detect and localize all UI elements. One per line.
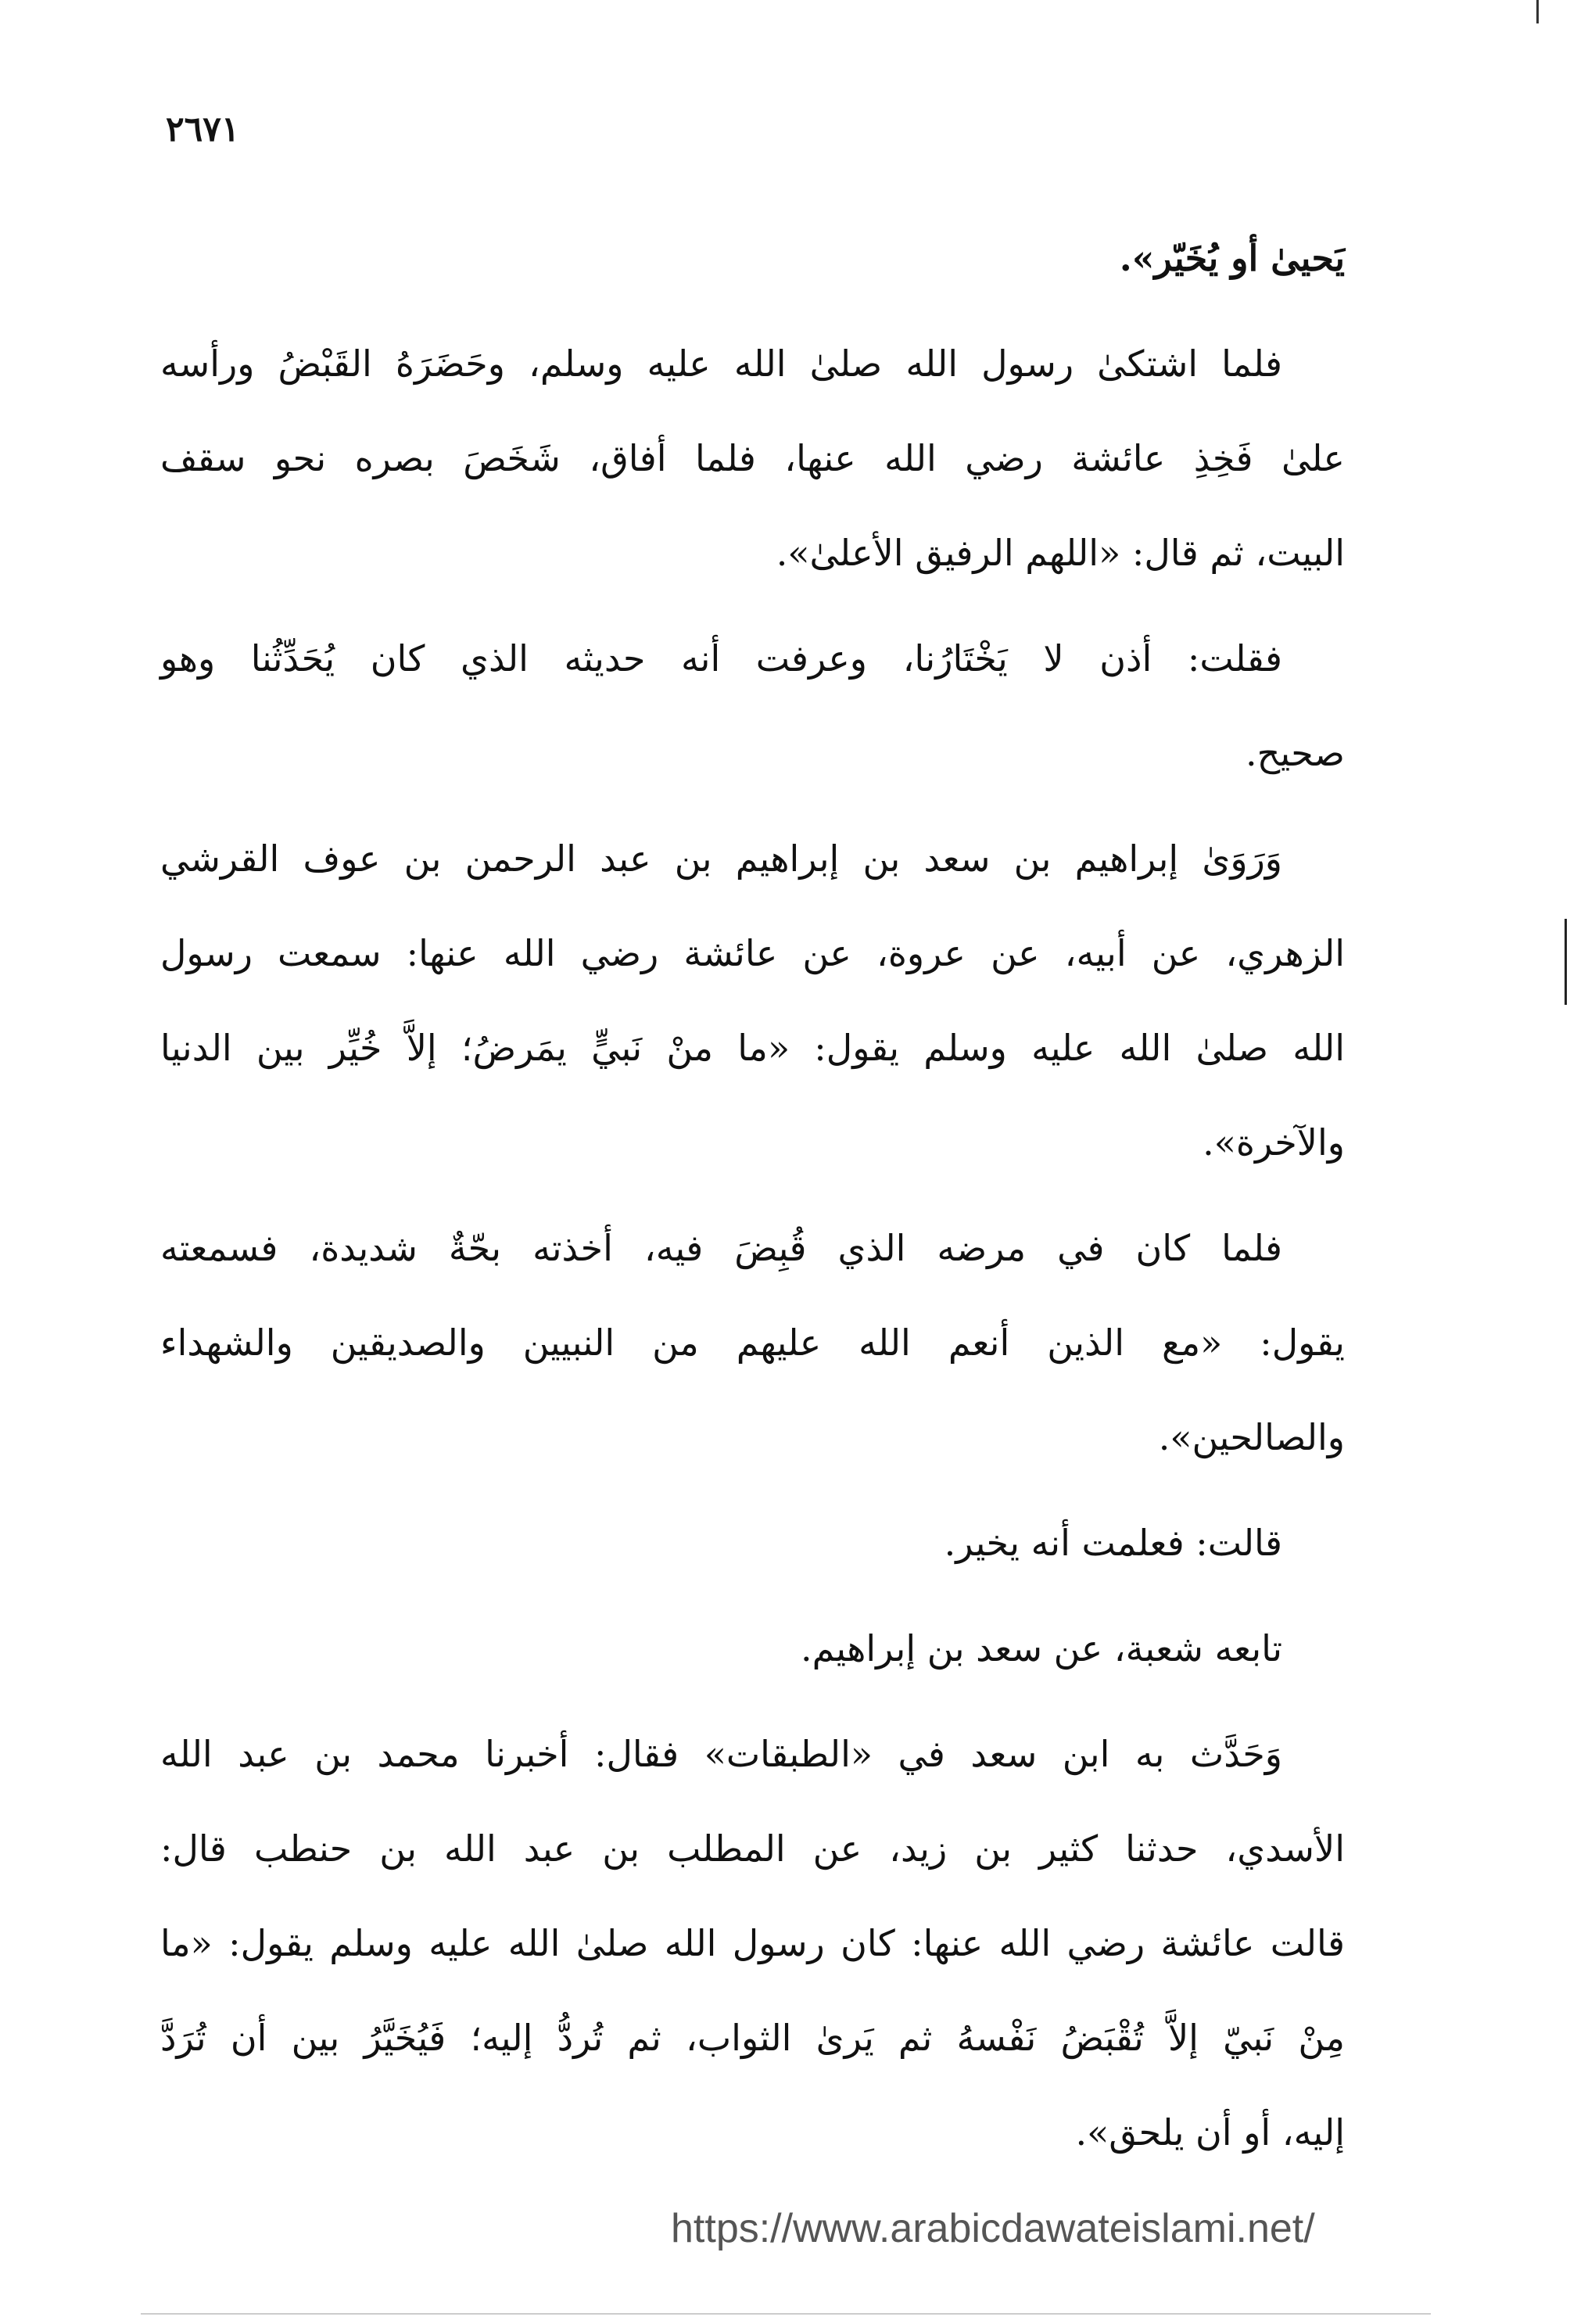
- scan-margin-mark: [1565, 919, 1567, 1005]
- text-line: صحيح.: [1246, 732, 1345, 774]
- watermark-url: https://www.arabicdawateislami.net/: [671, 2206, 1315, 2251]
- text-line: الأسدي، حدثنا كثير بن زيد، عن المطلب بن عبد الله بن حنطب قال:: [160, 1827, 1345, 1870]
- paragraph-2: [160, 317, 1345, 601]
- text-line: قالت عائشة رضي الله عنها: كان رسول الله صلىٰ الله عليه وسلم يقول: «ما: [160, 1922, 1345, 1964]
- text-line: وَرَوَىٰ إبراهيم بن سعد بن إبراهيم بن عبد الرحمن بن عوف القرشي: [160, 837, 1282, 880]
- paragraph-6: [160, 1496, 1345, 1591]
- paragraph-8: [160, 1707, 1345, 2180]
- text-line: فلما اشتكىٰ رسول الله صلىٰ الله عليه وسلم، وحَضَرَهُ القَبْضُ ورأسه: [160, 343, 1282, 385]
- text-line: الزهري، عن أبيه، عن عروة، عن عائشة رضي الله عنها: سمعت رسول: [160, 932, 1345, 974]
- text-line: والصالحين».: [1158, 1416, 1345, 1458]
- paragraph-5: [160, 1201, 1345, 1485]
- text-line: الله صلىٰ الله عليه وسلم يقول: «ما منْ نَبيٍّ يمَرضُ؛ إلاَّ خُيِّر بين الدنيا: [160, 1027, 1345, 1069]
- text-line: علىٰ فَخِذِ عائشة رضي الله عنها، فلما أفاق، شَخَصَ بصره نحو سقف: [160, 437, 1345, 479]
- text-line: وَحَدَّث به ابن سعد في «الطبقات» فقال: أخبرنا محمد بن عبد الله: [160, 1733, 1282, 1775]
- paragraph-3: [160, 611, 1345, 801]
- text-line: مِنْ نَبيّ إلاَّ تُقْبَضُ نَفْسهُ ثم يَرىٰ الثواب، ثم تُردُّ إليه؛ فَيُخَيَّرُ بين أن تُرَدَّ: [160, 2017, 1345, 2059]
- text-line: يَحيىٰ أو يُخَيّر».: [1119, 237, 1345, 279]
- text-line: فقلت: أذن لا يَخْتَارُنا، وعرفت أنه حديثه الذي كان يُحَدِّثُنا وهو: [160, 637, 1282, 680]
- text-line: البيت، ثم قال: «اللهم الرفيق الأعلىٰ».: [776, 532, 1345, 574]
- text-line: والآخرة».: [1203, 1121, 1345, 1164]
- paragraph-1: [160, 211, 1345, 306]
- paragraph-7: [160, 1601, 1345, 1696]
- scan-corner-mark: [1536, 0, 1539, 23]
- text-line: يقول: «مع الذين أنعم الله عليهم من النبيين والصديقين والشهداء: [160, 1322, 1345, 1364]
- paragraph-4: [160, 812, 1345, 1190]
- text-line: تابعه شعبة، عن سعد بن إبراهيم.: [801, 1627, 1282, 1669]
- text-line: إليه، أو أن يلحق».: [1075, 2111, 1345, 2154]
- bottom-edge-rule: [141, 2313, 1431, 2315]
- text-line: قالت: فعلمت أنه يخير.: [944, 1522, 1282, 1564]
- text-line: فلما كان في مرضه الذي قُبِضَ فيه، أخذته بحّةٌ شديدة، فسمعته: [160, 1227, 1282, 1269]
- main-text: [160, 211, 1345, 2191]
- page-number: ٢٦٧١: [166, 109, 240, 149]
